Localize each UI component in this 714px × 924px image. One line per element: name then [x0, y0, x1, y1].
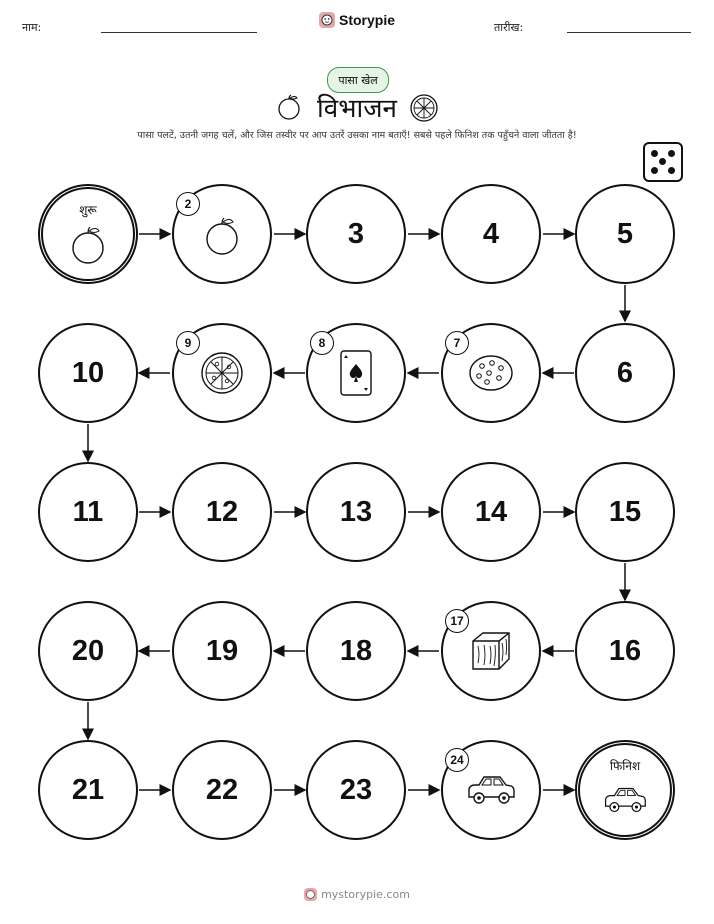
game-type-badge: पासा खेल — [327, 67, 389, 93]
board-cell-10 — [38, 323, 138, 423]
footer — [0, 888, 714, 903]
board-cell-7 — [441, 323, 541, 423]
board-cell-3 — [306, 184, 406, 284]
board-cell-4 — [441, 184, 541, 284]
cookie-icon — [468, 353, 514, 393]
footer-url[interactable]: mystorypie.com — [321, 888, 410, 901]
board-cell-24 — [441, 740, 541, 840]
cell-number: 21 — [71, 773, 105, 806]
cell-number: 5 — [616, 217, 634, 250]
cell-number: 6 — [616, 356, 634, 389]
board-cell-13 — [306, 462, 406, 562]
cell-number-badge: 24 — [445, 748, 469, 772]
board-cell-5 — [575, 184, 675, 284]
board-cell-22 — [172, 740, 272, 840]
storypie-logo-icon — [304, 888, 317, 901]
board-cell-21 — [38, 740, 138, 840]
orange-icon — [202, 212, 242, 256]
cell-number: 22 — [205, 773, 239, 806]
finish-label: फिनिश — [609, 759, 641, 773]
cell-number-badge: 7 — [445, 331, 469, 355]
board-cell-16 — [575, 601, 675, 701]
cell-number: 12 — [205, 495, 239, 528]
cell-number: 15 — [608, 495, 642, 528]
wood-block-icon — [469, 629, 513, 673]
orange-icon — [68, 221, 108, 265]
car-icon — [602, 785, 648, 815]
cell-number: 16 — [608, 634, 642, 667]
board-cell-11 — [38, 462, 138, 562]
cell-number-badge: 2 — [176, 192, 200, 216]
board-cell-20 — [38, 601, 138, 701]
cell-number: 18 — [339, 634, 373, 667]
cell-number: 19 — [205, 634, 239, 667]
instructions: पासा पलटें, उतनी जगह चलें, और जिस तस्वीर पर आप उतरें उसका नाम बताएँ! सबसे पहले फिनिश तक पहुँचने वाला जीतता है! — [137, 130, 577, 141]
cell-number-badge: 8 — [310, 331, 334, 355]
board-cell-8 — [306, 323, 406, 423]
board-cell-2 — [172, 184, 272, 284]
board-cell-18 — [306, 601, 406, 701]
board-cell-23 — [306, 740, 406, 840]
cell-number: 10 — [71, 356, 105, 389]
pizza-icon — [199, 350, 245, 396]
board-cell-14 — [441, 462, 541, 562]
cell-number: 13 — [339, 495, 373, 528]
board-cell-finish — [575, 740, 675, 840]
board-cell-9 — [172, 323, 272, 423]
board-cell-12 — [172, 462, 272, 562]
date-label: तारीख: — [494, 21, 524, 34]
board-cell-15 — [575, 462, 675, 562]
board-cell-6 — [575, 323, 675, 423]
playing-card-icon — [339, 349, 373, 397]
page-title: विभाजन — [317, 94, 397, 124]
name-label: नाम: — [22, 21, 42, 34]
cell-number: 3 — [347, 217, 365, 250]
cell-number: 11 — [72, 495, 104, 528]
board-cell-start — [38, 184, 138, 284]
cell-number: 4 — [482, 217, 500, 250]
brand-name: Storypie — [338, 12, 395, 28]
cell-number-badge: 9 — [176, 331, 200, 355]
cell-number: 23 — [339, 773, 373, 806]
cell-number: 20 — [71, 634, 105, 667]
cell-number-badge: 17 — [445, 609, 469, 633]
start-label: शुरू — [79, 203, 97, 217]
board-cell-17 — [441, 601, 541, 701]
cell-number: 14 — [474, 495, 508, 528]
car-icon — [465, 773, 517, 807]
board-cell-19 — [172, 601, 272, 701]
